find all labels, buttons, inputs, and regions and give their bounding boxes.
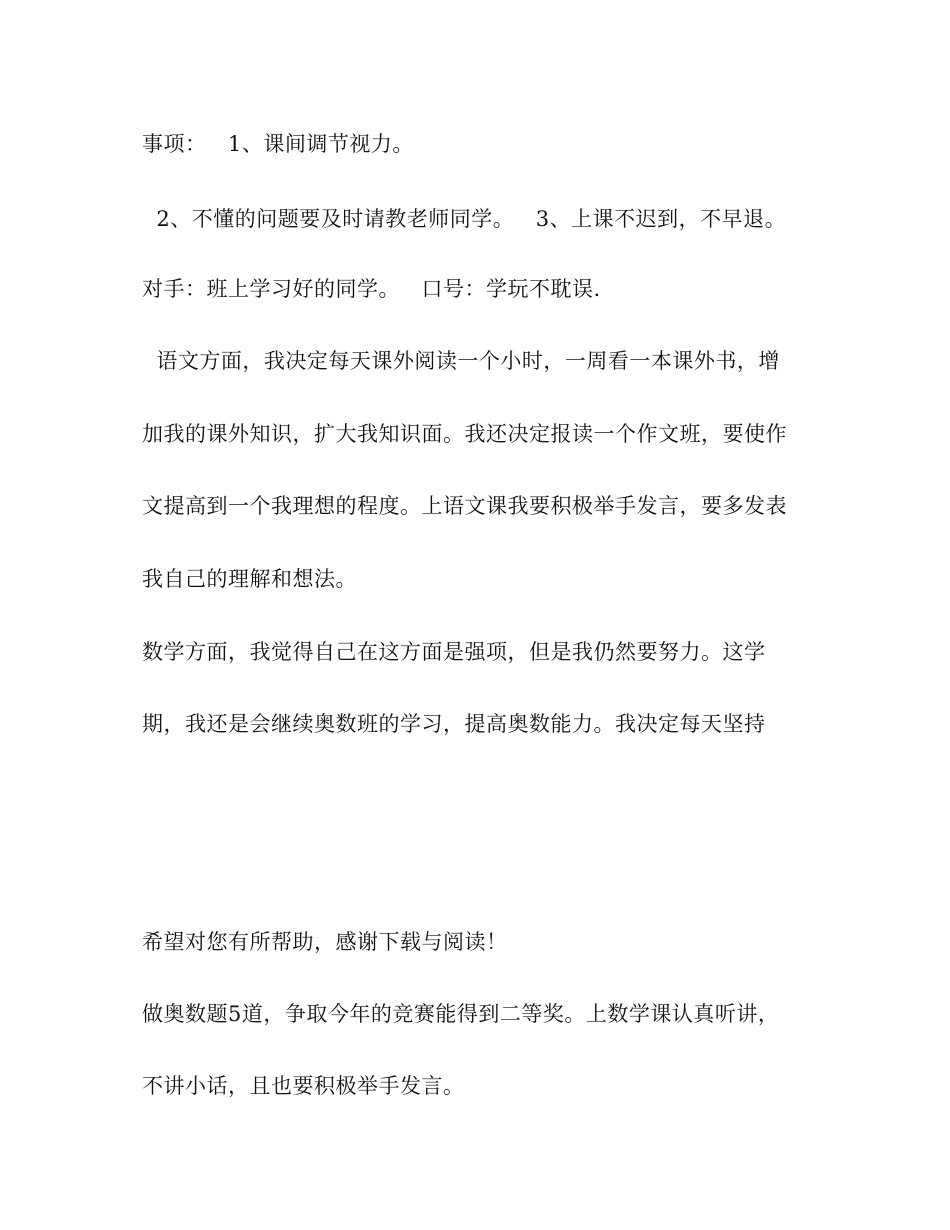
text-line-thanks: 希望对您有所帮助，感谢下载与阅读！ bbox=[142, 930, 508, 954]
text-line-items-2-3: 2、不懂的问题要及时请教老师同学。 3、上课不迟到，不早退。 bbox=[142, 207, 787, 231]
text-line-rival-slogan: 对手：班上学习好的同学。 口号：学玩不耽误. bbox=[142, 277, 601, 301]
text-line-chinese-3: 文提高到一个我理想的程度。上语文课我要积极举手发言，要多发表 bbox=[142, 494, 787, 518]
text-line-math-2: 期，我还是会继续奥数班的学习，提高奥数能力。我决定每天坚持 bbox=[142, 712, 766, 736]
text-line-math-4: 不讲小话，且也要积极举手发言。 bbox=[142, 1074, 465, 1098]
text-line-math-1: 数学方面，我觉得自己在这方面是强项，但是我仍然要努力。这学 bbox=[142, 640, 766, 664]
text-line-chinese-4: 我自己的理解和想法。 bbox=[142, 567, 357, 591]
text-line-chinese-2: 加我的课外知识，扩大我知识面。我还决定报读一个作文班，要使作 bbox=[142, 422, 787, 446]
text-line-items: 事项： 1、课间调节视力。 bbox=[142, 132, 414, 156]
text-line-chinese-1: 语文方面，我决定每天课外阅读一个小时，一周看一本课外书，增 bbox=[142, 349, 780, 373]
text-line-math-3: 做奥数题5道，争取今年的竞赛能得到二等奖。上数学课认真听讲， bbox=[142, 1002, 780, 1026]
